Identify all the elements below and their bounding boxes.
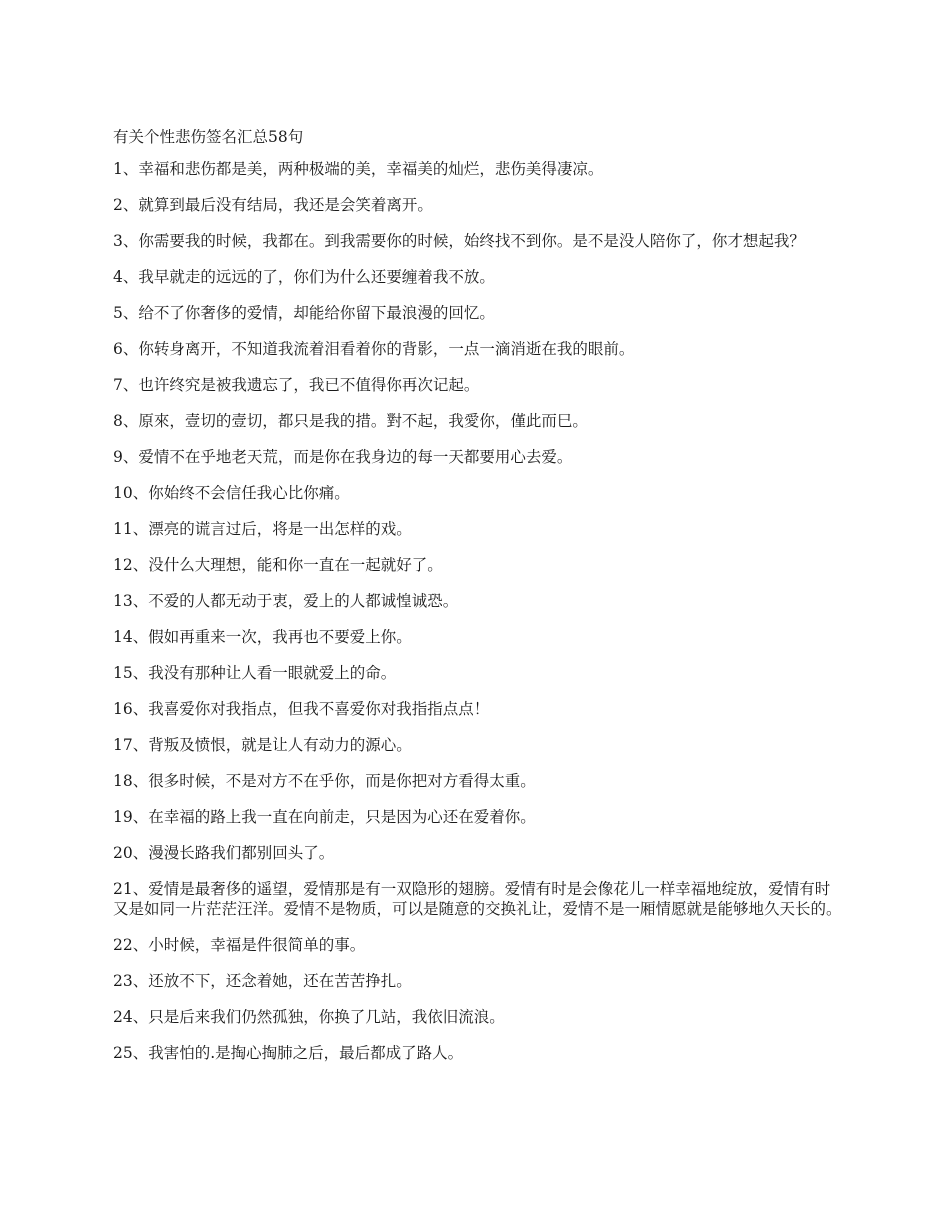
list-item: 25、我害怕的.是掏心掏肺之后，最后都成了路人。 — [113, 1043, 464, 1062]
list-item: 16、我喜爱你对我指点，但我不喜爱你对我指指点点！ — [113, 700, 490, 718]
list-item: 15、我没有那种让人看一眼就爱上的命。 — [113, 664, 397, 682]
list-item: 11、漂亮的谎言过后，将是一出怎样的戏。 — [113, 520, 412, 538]
list-item: 8、原來，壹切的壹切，都只是我的措。對不起，我愛你，僅此而巳。 — [113, 412, 588, 430]
list-item: 14、假如再重来一次，我再也不要爱上你。 — [113, 628, 412, 646]
list-item: 23、还放不下，还念着她，还在苦苦挣扎。 — [113, 971, 412, 990]
list-item: 3、你需要我的时候，我都在。到我需要你的时候，始终找不到你。是不是没人陪你了，你才想起我？ — [113, 232, 805, 250]
document-title: 有关个性悲伤签名汇总58句 — [113, 128, 304, 146]
list-item: 24、只是后来我们仍然孤独，你换了几站，我依旧流浪。 — [113, 1007, 505, 1026]
list-item: 13、不爱的人都无动于衷，爱上的人都诚惶诚恐。 — [113, 592, 459, 610]
list-item: 17、背叛及愤恨，就是让人有动力的源心。 — [113, 736, 412, 754]
list-item: 22、小时候，幸福是件很简单的事。 — [113, 935, 366, 954]
list-item: 19、在幸福的路上我一直在向前走，只是因为心还在爱着你。 — [113, 808, 536, 826]
list-item: 9、爱情不在乎地老天荒，而是你在我身边的每一天都要用心去爱。 — [113, 448, 573, 466]
list-item: 18、很多时候，不是对方不在乎你，而是你把对方看得太重。 — [113, 772, 536, 790]
list-item: 21、爱情是最奢侈的遥望，爱情那是有一双隐形的翅膀。爱情有时是会像花儿一样幸福地绽放，爱情有时又是如同一片茫茫汪洋。爱情不是物质，可以是随意的交换礼让，爱情不是一厢情愿就是能够地久天长的。 — [113, 880, 842, 918]
list-item: 12、没什么大理想，能和你一直在一起就好了。 — [113, 556, 443, 574]
list-item: 6、你转身离开，不知道我流着泪看着你的背影，一点一滴消逝在我的眼前。 — [113, 340, 635, 358]
quote-list — [113, 160, 843, 1080]
list-item: 20、漫漫长路我们都别回头了。 — [113, 844, 335, 862]
list-item: 5、给不了你奢侈的爱情，却能给你留下最浪漫的回忆。 — [113, 304, 495, 322]
list-item: 7、也许终究是被我遗忘了，我已不值得你再次记起。 — [113, 376, 480, 394]
list-item: 2、就算到最后没有结局，我还是会笑着离开。 — [113, 196, 433, 214]
list-item: 4、我早就走的远远的了，你们为什么还要缠着我不放。 — [113, 268, 495, 286]
list-item: 10、你始终不会信任我心比你痛。 — [113, 484, 350, 502]
list-item: 1、幸福和悲伤都是美，两种极端的美，幸福美的灿烂，悲伤美得凄凉。 — [113, 160, 604, 178]
